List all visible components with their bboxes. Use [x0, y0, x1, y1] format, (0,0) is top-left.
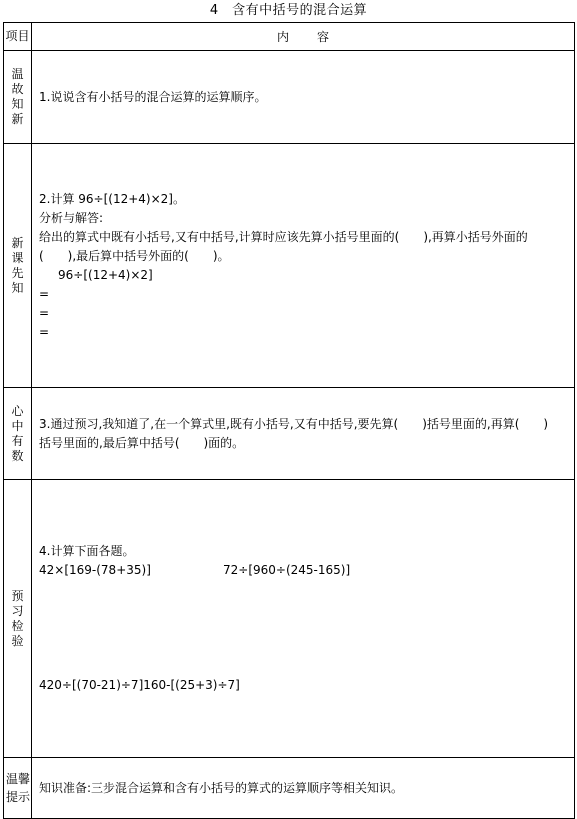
analysis-text-line-1: 给出的算式中既有小括号,又有中括号,计算时应该先算小括号里面的( ),再算小括号外面的 — [39, 229, 528, 244]
table-header-row — [4, 23, 575, 51]
analysis-heading: 分析与解答: — [39, 210, 104, 225]
tip-text: 知识准备:三步混合运算和含有小括号的算式的运算顺序等相关知识。 — [39, 780, 404, 795]
question-2: 2.计算 96÷[(12+4)×2]。 — [39, 191, 185, 206]
section-summary-label: 心中有数 — [11, 403, 24, 463]
section-review-content — [32, 51, 575, 144]
section-check-label-cell — [4, 480, 32, 758]
question-3-line-1: 3.通过预习,我知道了,在一个算式里,既有小括号,又有中括号,要先算( )括号里面的,再算( ) — [39, 416, 549, 431]
section-new-lesson-content — [32, 144, 575, 388]
worksheet-table — [3, 22, 575, 819]
question-4-heading: 4.计算下面各题。 — [39, 544, 135, 558]
section-tip-content — [32, 758, 575, 819]
section-tip-row — [4, 758, 575, 819]
section-summary-content — [32, 388, 575, 480]
section-check-row — [4, 480, 575, 758]
page-title: 4 含有中括号的混合运算 — [209, 3, 368, 18]
work-step-1: = — [39, 286, 50, 301]
answer-space — [39, 580, 568, 676]
content-header-cell — [32, 23, 575, 51]
section-tip-label-cell — [4, 758, 32, 819]
section-review-row — [4, 51, 575, 144]
problem-row-2: 420÷[(70-21)÷7]160-[(25+3)÷7] — [39, 678, 240, 692]
item-header-label: 项目 — [5, 29, 30, 43]
item-header-cell — [4, 23, 32, 51]
problem-b: 72÷[960÷(245-165)] — [223, 563, 351, 577]
worked-expression: 96÷[(12+4)×2] — [58, 267, 153, 282]
section-new-lesson-label: 新课先知 — [11, 235, 24, 295]
problem-a: 42×[169-(78+35)] — [39, 563, 151, 577]
content-header-char-2: 容 — [317, 30, 330, 44]
content-header-char-1: 内 — [276, 30, 289, 44]
section-check-content — [32, 480, 575, 758]
question-1: 1.说说含有小括号的混合运算的运算顺序。 — [39, 89, 267, 104]
section-summary-label-cell — [4, 388, 32, 480]
work-step-3: = — [39, 324, 50, 339]
question-3-line-2: 括号里面的,最后算中括号( )面的。 — [39, 435, 245, 450]
section-new-lesson-label-cell — [4, 144, 32, 388]
analysis-text-line-2: ( ),最后算中括号外面的( )。 — [39, 248, 230, 263]
section-tip-label: 温馨提示 — [5, 772, 30, 804]
section-check-label: 预习检验 — [11, 588, 24, 648]
work-step-2: = — [39, 305, 50, 320]
section-review-label: 温故知新 — [11, 67, 24, 126]
section-review-label-cell — [4, 51, 32, 144]
section-new-lesson-row — [4, 144, 575, 388]
section-summary-row — [4, 388, 575, 480]
problem-row-1 — [39, 561, 568, 580]
